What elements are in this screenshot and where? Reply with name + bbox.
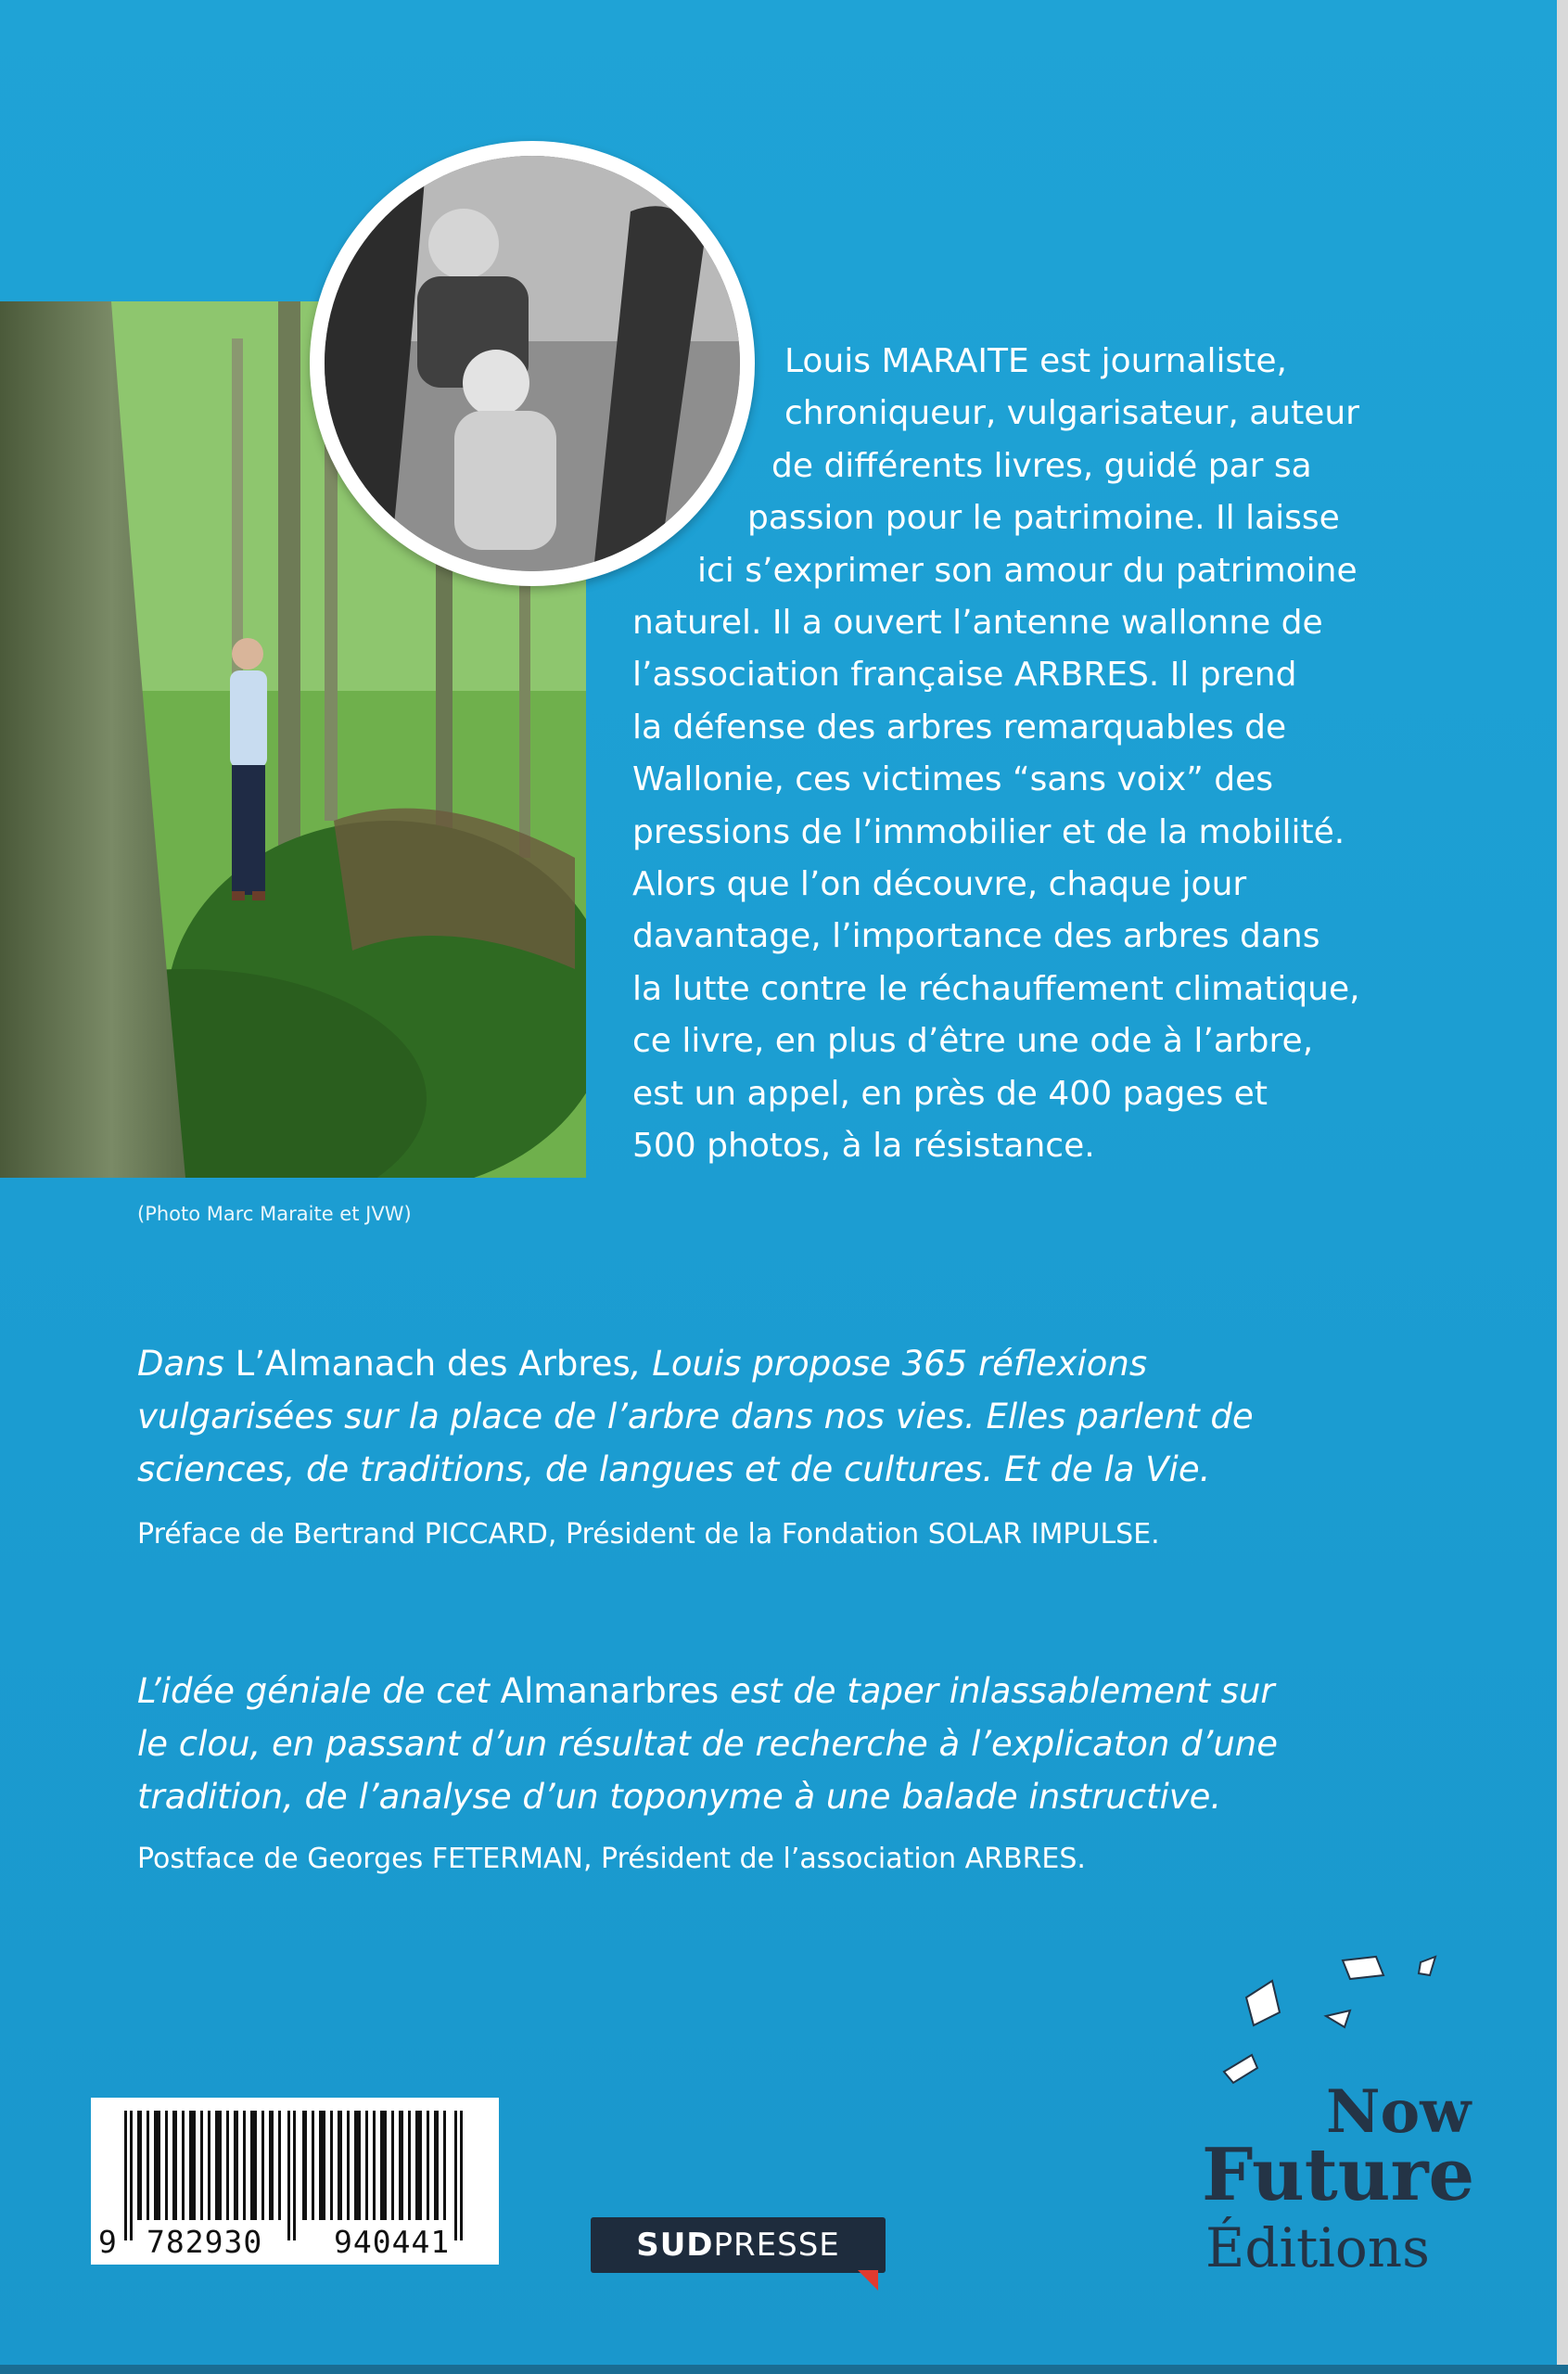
preface-credit: Préface de Bertrand PICCARD, Président de la Fondation SOLAR IMPULSE. [137, 1518, 1160, 1551]
isbn-digits-right: 940441 [334, 2224, 451, 2260]
quote2-line: le clou, en passant d’un résultat de recherche à l’explicaton d’une [137, 1724, 1278, 1764]
bio-line: chroniqueur, vulgarisateur, auteur [784, 394, 1359, 433]
postface-quote [137, 1665, 1454, 1823]
publisher-name-editions: Éditions [1205, 2216, 1430, 2279]
bio-line: ici s’exprimer son amour du patrimoine [697, 551, 1358, 590]
quote2-line [137, 1665, 1454, 1717]
quote1-line [137, 1337, 1417, 1390]
book-nickname: Almanarbres [500, 1671, 720, 1711]
bio-line: naturel. Il a ouvert l’antenne wallonne de [632, 604, 1323, 643]
bio-line: passion pour le patrimoine. Il laisse [747, 499, 1340, 538]
quote1-line: vulgarisées sur la place de l’arbre dans nos vies. Elles parlent de [137, 1397, 1254, 1436]
bio-line: pressions de l’immobilier et de la mobilité. [632, 812, 1345, 851]
bio-line: de différents livres, guidé par sa [771, 446, 1312, 485]
bio-line: Wallonie, ces victimes “sans voix” des [632, 760, 1273, 799]
bio-line: l’association française ARBRES. Il prend [632, 656, 1297, 695]
photo-credit: (Photo Marc Maraite et JVW) [137, 1203, 412, 1225]
bio-line: ce livre, en plus d’être une ode à l’arbre, [632, 1022, 1314, 1061]
sudpresse-logo-rest: PRESSE [713, 2227, 840, 2264]
bio-line: 500 photos, à la résistance. [632, 1127, 1095, 1166]
quote2-line: tradition, de l’analyse d’un toponyme à une balade instructive. [137, 1777, 1222, 1817]
cover-edge [1557, 0, 1568, 2374]
quote1-line: sciences, de traditions, de langues et de cultures. Et de la Vie. [137, 1449, 1211, 1489]
bio-line: Alors que l’on découvre, chaque jour [632, 865, 1247, 904]
isbn-digits [91, 2098, 499, 2265]
paper-planes-icon [1187, 1947, 1484, 2087]
sudpresse-logo-bold: SUD [636, 2227, 714, 2264]
quote1-text: Dans [137, 1344, 236, 1384]
bio-line: davantage, l’importance des arbres dans [632, 917, 1320, 956]
quote2-text: est de taper inlassablement sur [719, 1671, 1275, 1711]
publisher-logo [1187, 1947, 1484, 2291]
quote2-text: L’idée géniale de cet [137, 1671, 501, 1711]
bio-line: Louis MARAITE est journaliste, [784, 342, 1287, 380]
publisher-name-future: Future [1202, 2133, 1475, 2217]
almanac-description [137, 1337, 1417, 1496]
bio-line: est un appel, en près de 400 pages et [632, 1074, 1268, 1113]
postface-credit: Postface de Georges FETERMAN, Président de l’association ARBRES. [137, 1843, 1086, 1875]
bio-line: la défense des arbres remarquables de [632, 708, 1287, 747]
cover-bottom-edge [0, 2365, 1568, 2374]
sudpresse-logo [591, 2217, 886, 2273]
sudpresse-accent [858, 2270, 878, 2291]
isbn-digits-left: 782930 [147, 2224, 263, 2260]
bio-line: la lutte contre le réchauffement climatique, [632, 969, 1360, 1008]
publisher-name-now: Now [1326, 2077, 1472, 2147]
quote1-text: , Louis propose 365 réflexions [630, 1344, 1148, 1384]
author-bio [556, 336, 1409, 1173]
isbn-barcode [91, 2098, 499, 2265]
isbn-digit-first: 9 [98, 2224, 117, 2260]
book-title: L’Almanach des Arbres [235, 1344, 631, 1384]
